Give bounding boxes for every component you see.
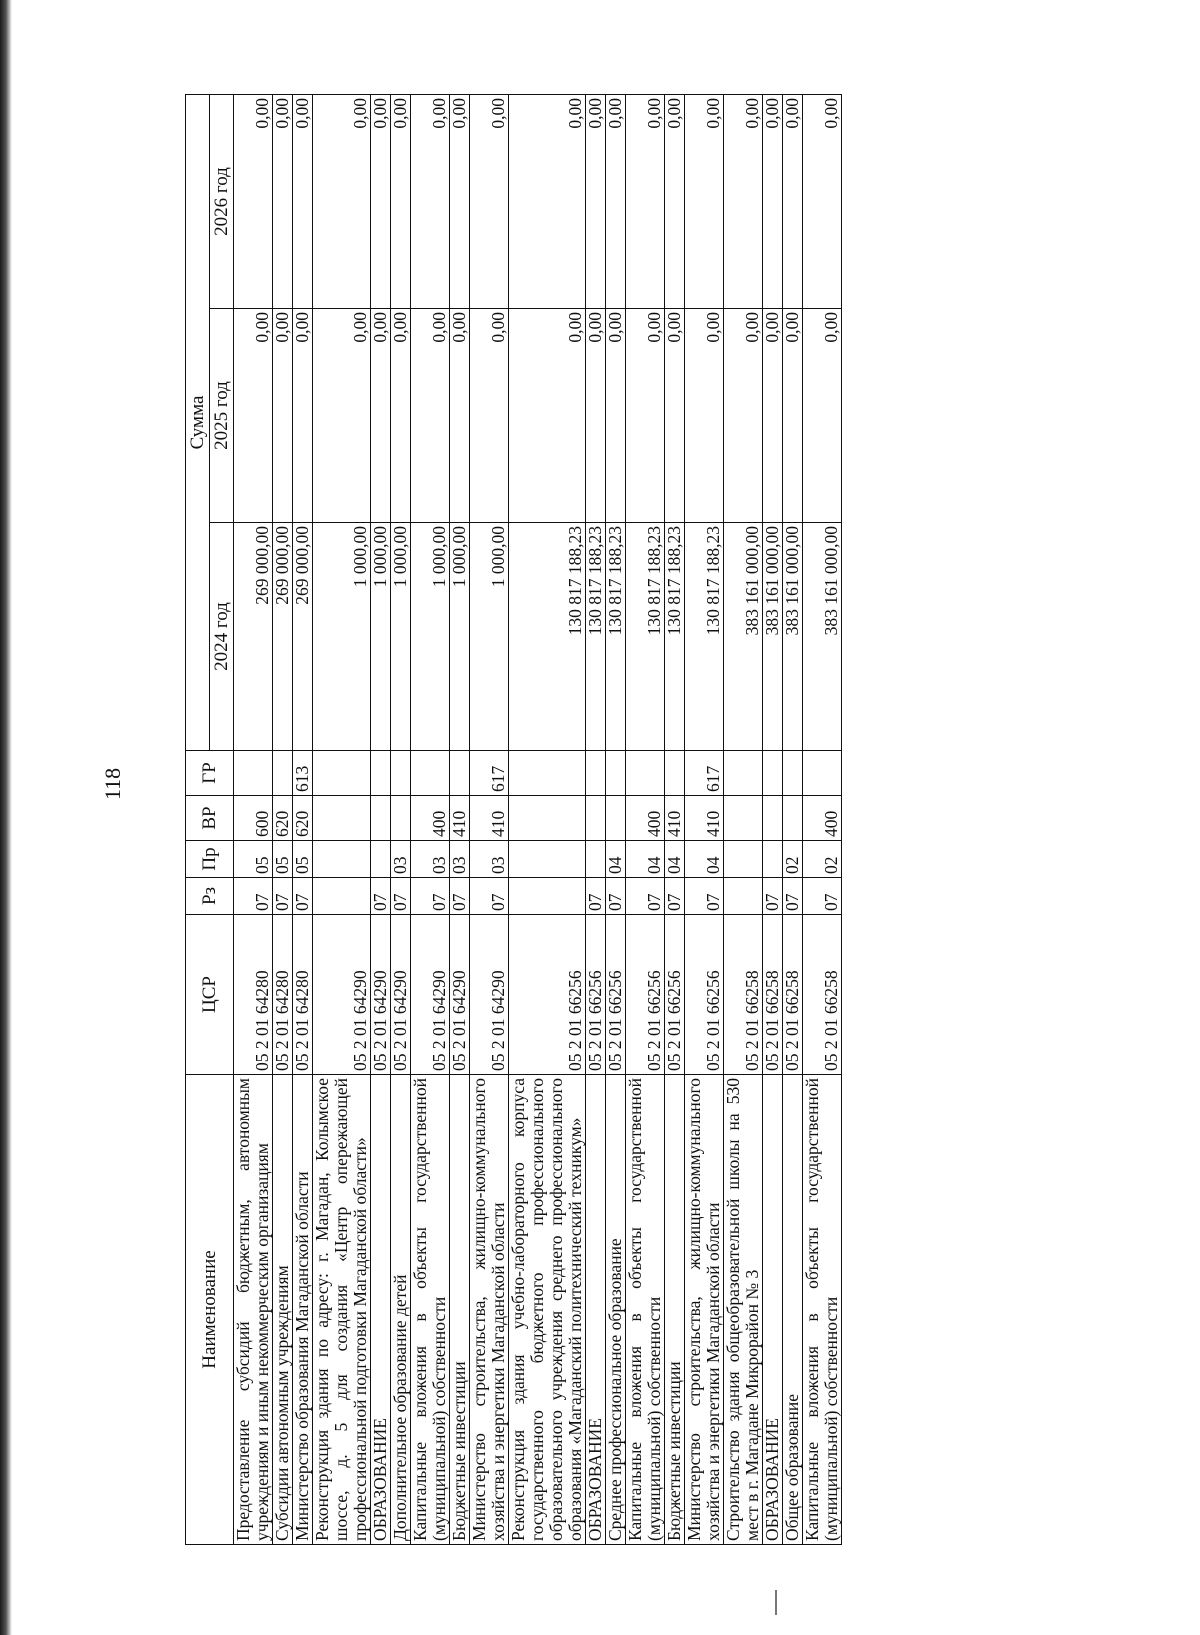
rz-cell: 07: [293, 878, 313, 915]
sum-2025-cell: 0,00: [450, 309, 470, 523]
rz-cell: 07: [586, 878, 606, 915]
sum-2024-cell: 383 161 000,00: [783, 523, 803, 751]
sum-2026-cell: 0,00: [509, 94, 586, 308]
gr-cell: [803, 751, 842, 796]
name-cell: Реконструкция здания по адресу: г. Магадан, Колымское шоссе, д. 5 для создания «Центр опережающей профессиональной подготовки Магаданской области»: [313, 1075, 371, 1545]
vr-cell: [391, 796, 411, 841]
pr-cell: 05: [234, 841, 273, 878]
header-csr: ЦСР: [186, 915, 234, 1075]
sum-2024-cell: 383 161 000,00: [724, 523, 763, 751]
pr-cell: 03: [411, 841, 450, 878]
sum-2024-cell: 383 161 000,00: [803, 523, 842, 751]
sum-2024-cell: 130 817 188,23: [509, 523, 586, 751]
csr-cell: 05 2 01 66256: [586, 915, 606, 1075]
csr-cell: 05 2 01 66256: [665, 915, 685, 1075]
header-row-1: [186, 94, 210, 1544]
table-row: [783, 94, 803, 1544]
page-number: 118: [100, 767, 125, 800]
table-row: [293, 94, 313, 1544]
table-header: [186, 94, 234, 1544]
rz-cell: 07: [391, 878, 411, 915]
vr-cell: 410: [450, 796, 470, 841]
vr-cell: 400: [803, 796, 842, 841]
table-row: [509, 94, 586, 1544]
header-name: Наименование: [186, 1075, 234, 1545]
sum-2025-cell: 0,00: [371, 309, 391, 523]
sum-2026-cell: 0,00: [371, 94, 391, 308]
table-row: [724, 94, 763, 1544]
rz-cell: 07: [411, 878, 450, 915]
sum-2024-cell: 383 161 000,00: [763, 523, 783, 751]
vr-cell: 410: [685, 796, 724, 841]
sum-2024-cell: 130 817 188,23: [586, 523, 606, 751]
csr-cell: 05 2 01 66256: [509, 915, 586, 1075]
vr-cell: [313, 796, 371, 841]
rz-cell: 07: [626, 878, 665, 915]
gr-cell: [313, 751, 371, 796]
rotated-page-content: [185, 95, 1100, 1545]
vr-cell: 410: [665, 796, 685, 841]
header-gr: ГР: [186, 751, 234, 796]
header-2024: 2024 год: [210, 523, 234, 751]
vr-cell: 600: [234, 796, 273, 841]
table-row: [626, 94, 665, 1544]
csr-cell: 05 2 01 66256: [626, 915, 665, 1075]
vr-cell: [606, 796, 626, 841]
pr-cell: 05: [273, 841, 293, 878]
vr-cell: [763, 796, 783, 841]
gr-cell: 617: [470, 751, 509, 796]
pr-cell: 03: [470, 841, 509, 878]
vr-cell: 400: [411, 796, 450, 841]
sum-2026-cell: 0,00: [606, 94, 626, 308]
header-pr: Пр: [186, 841, 234, 878]
table-row: [586, 94, 606, 1544]
pr-cell: 02: [783, 841, 803, 878]
gr-cell: 613: [293, 751, 313, 796]
csr-cell: 05 2 01 64280: [293, 915, 313, 1075]
csr-cell: 05 2 01 66256: [685, 915, 724, 1075]
table-row: [606, 94, 626, 1544]
gr-cell: [411, 751, 450, 796]
sum-2024-cell: 1 000,00: [450, 523, 470, 751]
table-body: [234, 94, 842, 1544]
sum-2024-cell: 269 000,00: [293, 523, 313, 751]
pr-cell: 03: [391, 841, 411, 878]
pr-cell: [509, 841, 586, 878]
pr-cell: 04: [626, 841, 665, 878]
table-row: [470, 94, 509, 1544]
sum-2025-cell: 0,00: [391, 309, 411, 523]
csr-cell: 05 2 01 64290: [313, 915, 371, 1075]
gr-cell: [763, 751, 783, 796]
sum-2024-cell: 1 000,00: [371, 523, 391, 751]
gr-cell: [234, 751, 273, 796]
name-cell: Министерство образования Магаданской области: [293, 1075, 313, 1545]
pr-cell: 03: [450, 841, 470, 878]
csr-cell: 05 2 01 64290: [470, 915, 509, 1075]
csr-cell: 05 2 01 66258: [724, 915, 763, 1075]
csr-cell: 05 2 01 64280: [273, 915, 293, 1075]
rz-cell: 07: [763, 878, 783, 915]
sum-2025-cell: 0,00: [803, 309, 842, 523]
sum-2024-cell: 1 000,00: [391, 523, 411, 751]
sum-2025-cell: 0,00: [273, 309, 293, 523]
sum-2026-cell: 0,00: [685, 94, 724, 308]
gr-cell: [783, 751, 803, 796]
name-cell: ОБРАЗОВАНИЕ: [586, 1075, 606, 1545]
rz-cell: 07: [273, 878, 293, 915]
csr-cell: 05 2 01 64290: [371, 915, 391, 1075]
vr-cell: 410: [470, 796, 509, 841]
rz-cell: [313, 878, 371, 915]
table-row: [685, 94, 724, 1544]
sum-2025-cell: 0,00: [685, 309, 724, 523]
header-rz: Рз: [186, 878, 234, 915]
table-row: [411, 94, 450, 1544]
sum-2025-cell: 0,00: [783, 309, 803, 523]
table-row: [803, 94, 842, 1544]
table-row: [450, 94, 470, 1544]
vr-cell: [371, 796, 391, 841]
rz-cell: 07: [234, 878, 273, 915]
sum-2024-cell: 1 000,00: [313, 523, 371, 751]
sum-2026-cell: 0,00: [470, 94, 509, 308]
sum-2025-cell: 0,00: [313, 309, 371, 523]
header-vr: ВР: [186, 796, 234, 841]
name-cell: Общее образование: [783, 1075, 803, 1545]
pr-cell: [313, 841, 371, 878]
pr-cell: [371, 841, 391, 878]
vr-cell: 400: [626, 796, 665, 841]
gr-cell: [371, 751, 391, 796]
vr-cell: [586, 796, 606, 841]
sum-2026-cell: 0,00: [586, 94, 606, 308]
sum-2024-cell: 269 000,00: [234, 523, 273, 751]
rz-cell: [724, 878, 763, 915]
scan-mark: [775, 1590, 777, 1615]
sum-2025-cell: 0,00: [234, 309, 273, 523]
name-cell: Строительство здания общеобразовательной школы на 530 мест в г. Магадане Микрорайон № 3: [724, 1075, 763, 1545]
scan-edge-shadow: [0, 0, 12, 1635]
rz-cell: 07: [450, 878, 470, 915]
sum-2025-cell: 0,00: [470, 309, 509, 523]
rz-cell: 07: [371, 878, 391, 915]
gr-cell: [391, 751, 411, 796]
name-cell: Бюджетные инвестиции: [665, 1075, 685, 1545]
name-cell: Капитальные вложения в объекты государственной (муниципальной) собственности: [803, 1075, 842, 1545]
sum-2026-cell: 0,00: [783, 94, 803, 308]
sum-2026-cell: 0,00: [724, 94, 763, 308]
rz-cell: 07: [783, 878, 803, 915]
name-cell: Дополнительное образование детей: [391, 1075, 411, 1545]
csr-cell: 05 2 01 66256: [606, 915, 626, 1075]
name-cell: Министерство строительства, жилищно-коммунального хозяйства и энергетики Магаданской области: [470, 1075, 509, 1545]
name-cell: Предоставление субсидий бюджетным, автономным учреждениям и иным некоммерческим организациям: [234, 1075, 273, 1545]
vr-cell: [509, 796, 586, 841]
csr-cell: 05 2 01 64290: [411, 915, 450, 1075]
gr-cell: 617: [685, 751, 724, 796]
header-2026: 2026 год: [210, 94, 234, 308]
sum-2026-cell: 0,00: [665, 94, 685, 308]
sum-2025-cell: 0,00: [509, 309, 586, 523]
table-row: [313, 94, 371, 1544]
rz-cell: 07: [803, 878, 842, 915]
gr-cell: [450, 751, 470, 796]
sum-2026-cell: 0,00: [803, 94, 842, 308]
table-row: [371, 94, 391, 1544]
table-row: [273, 94, 293, 1544]
gr-cell: [509, 751, 586, 796]
sum-2026-cell: 0,00: [234, 94, 273, 308]
rz-cell: 07: [470, 878, 509, 915]
name-cell: ОБРАЗОВАНИЕ: [371, 1075, 391, 1545]
sum-2026-cell: 0,00: [450, 94, 470, 308]
pr-cell: [724, 841, 763, 878]
vr-cell: [783, 796, 803, 841]
table-row: [665, 94, 685, 1544]
name-cell: Субсидии автономным учреждениям: [273, 1075, 293, 1545]
gr-cell: [273, 751, 293, 796]
vr-cell: [724, 796, 763, 841]
sum-2025-cell: 0,00: [626, 309, 665, 523]
sum-2026-cell: 0,00: [391, 94, 411, 308]
sum-2024-cell: 1 000,00: [411, 523, 450, 751]
sum-2024-cell: 130 817 188,23: [685, 523, 724, 751]
sum-2026-cell: 0,00: [293, 94, 313, 308]
pr-cell: 04: [685, 841, 724, 878]
name-cell: Бюджетные инвестиции: [450, 1075, 470, 1545]
csr-cell: 05 2 01 66258: [763, 915, 783, 1075]
header-sum: Сумма: [186, 94, 210, 750]
csr-cell: 05 2 01 64290: [391, 915, 411, 1075]
table-row: [234, 94, 273, 1544]
sum-2024-cell: 269 000,00: [273, 523, 293, 751]
name-cell: ОБРАЗОВАНИЕ: [763, 1075, 783, 1545]
pr-cell: 04: [606, 841, 626, 878]
sum-2024-cell: 130 817 188,23: [606, 523, 626, 751]
sum-2026-cell: 0,00: [763, 94, 783, 308]
gr-cell: [665, 751, 685, 796]
sum-2026-cell: 0,00: [273, 94, 293, 308]
gr-cell: [724, 751, 763, 796]
sum-2024-cell: 1 000,00: [470, 523, 509, 751]
name-cell: Реконструкция здания учебно-лабораторного корпуса государственного бюджетного профессионального образовательного учреждения среднего профессионального образования «Магаданский политехнический техникум»: [509, 1075, 586, 1545]
sum-2026-cell: 0,00: [411, 94, 450, 308]
rz-cell: [509, 878, 586, 915]
rz-cell: 07: [665, 878, 685, 915]
csr-cell: 05 2 01 66258: [783, 915, 803, 1075]
csr-cell: 05 2 01 66258: [803, 915, 842, 1075]
rz-cell: 07: [606, 878, 626, 915]
sum-2025-cell: 0,00: [724, 309, 763, 523]
gr-cell: [626, 751, 665, 796]
sum-2024-cell: 130 817 188,23: [665, 523, 685, 751]
header-2025: 2025 год: [210, 309, 234, 523]
name-cell: Капитальные вложения в объекты государственной (муниципальной) собственности: [626, 1075, 665, 1545]
pr-cell: 05: [293, 841, 313, 878]
vr-cell: 620: [293, 796, 313, 841]
sum-2024-cell: 130 817 188,23: [626, 523, 665, 751]
name-cell: Министерство строительства, жилищно-коммунального хозяйства и энергетики Магаданской области: [685, 1075, 724, 1545]
sum-2025-cell: 0,00: [606, 309, 626, 523]
budget-table: [185, 94, 842, 1545]
table-row: [763, 94, 783, 1544]
sum-2025-cell: 0,00: [293, 309, 313, 523]
sum-2025-cell: 0,00: [586, 309, 606, 523]
sum-2026-cell: 0,00: [626, 94, 665, 308]
pr-cell: 02: [803, 841, 842, 878]
sum-2025-cell: 0,00: [411, 309, 450, 523]
name-cell: Капитальные вложения в объекты государственной (муниципальной) собственности: [411, 1075, 450, 1545]
csr-cell: 05 2 01 64280: [234, 915, 273, 1075]
vr-cell: 620: [273, 796, 293, 841]
name-cell: Среднее профессиональное образование: [606, 1075, 626, 1545]
sum-2025-cell: 0,00: [665, 309, 685, 523]
rz-cell: 07: [685, 878, 724, 915]
gr-cell: [606, 751, 626, 796]
csr-cell: 05 2 01 64290: [450, 915, 470, 1075]
pr-cell: [763, 841, 783, 878]
pr-cell: 04: [665, 841, 685, 878]
gr-cell: [586, 751, 606, 796]
table-row: [391, 94, 411, 1544]
sum-2026-cell: 0,00: [313, 94, 371, 308]
pr-cell: [586, 841, 606, 878]
sum-2025-cell: 0,00: [763, 309, 783, 523]
